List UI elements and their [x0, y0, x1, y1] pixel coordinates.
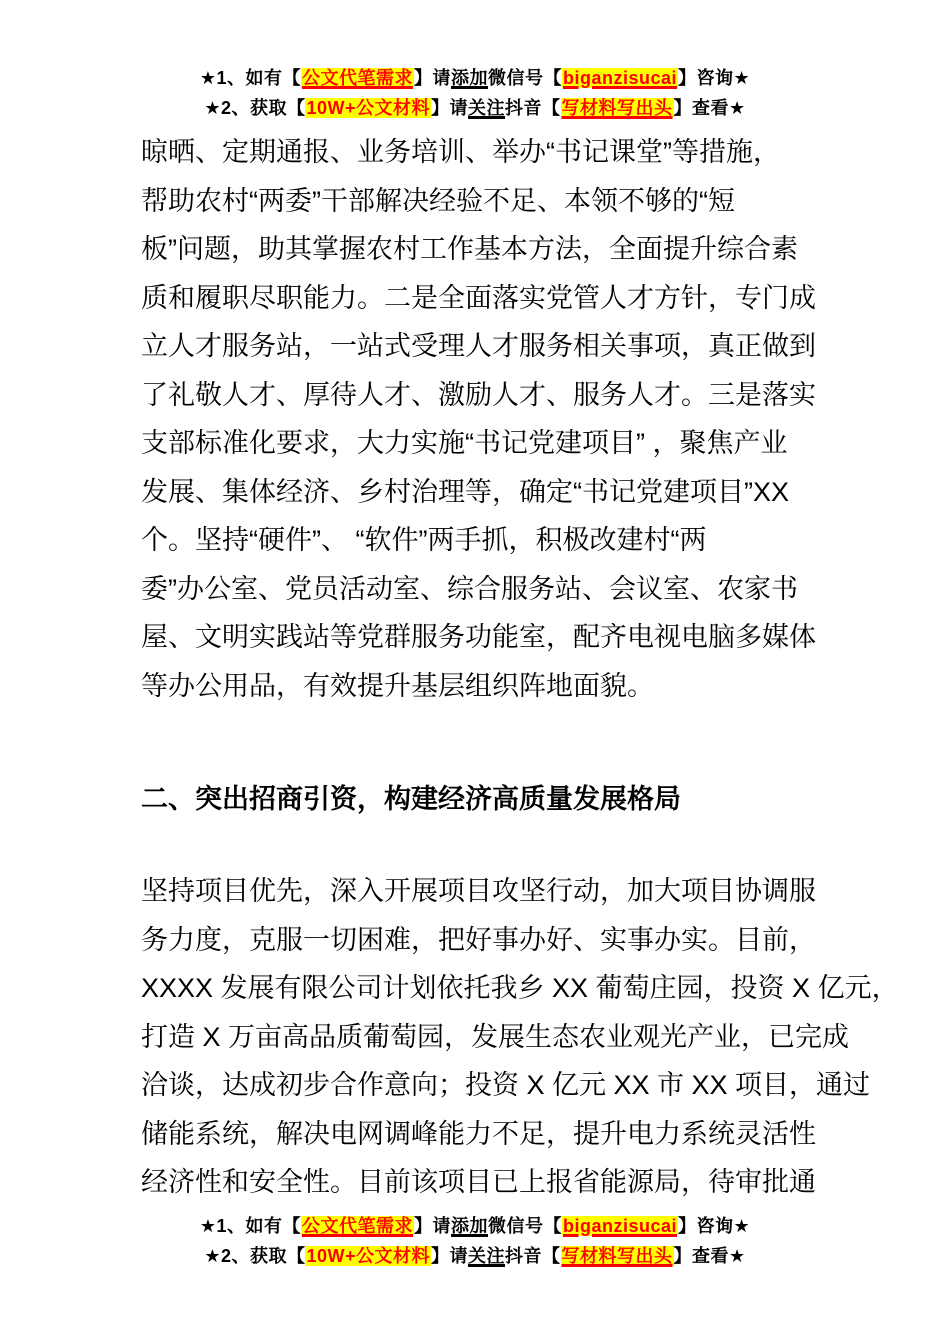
promo-underline-add: 添加: [450, 1216, 488, 1236]
promo-footer-line-2: [0, 1241, 950, 1271]
text-line: 晾晒、定期通报、业务培训、举办“书记课堂”等措施，: [141, 137, 780, 167]
star-icon: ★: [199, 68, 217, 88]
promo-prefix: 1、如有【: [216, 68, 301, 88]
promo-prefix: 1、如有【: [216, 1216, 301, 1236]
text-line: 储能系统，解决电网调峰能力不足，提升电力系统灵活性: [141, 1118, 816, 1149]
text-line: 帮助农村“两委”干部解决经验不足、本领不够的“短: [141, 185, 735, 216]
promo-header: [0, 63, 950, 123]
promo-underline-add: 添加: [450, 68, 488, 88]
promo-mid: 】请: [431, 98, 469, 118]
promo-footer-line-1: [0, 1211, 950, 1241]
star-icon: ★: [729, 98, 746, 118]
star-icon: ★: [199, 1216, 217, 1236]
body-paragraph-2: [141, 867, 899, 1207]
star-icon: ★: [733, 68, 751, 88]
promo-mid: 抖音【: [505, 1246, 561, 1266]
text-line: 打造 X 万亩高品质葡萄园，发展生态农业观光产业，已完成: [141, 1021, 850, 1052]
promo-suffix: 】咨询: [678, 1216, 734, 1236]
promo-prefix: 2、获取【: [220, 98, 306, 118]
section-heading-2: 二、突出招商引资，构建经济高质量发展格局: [141, 784, 681, 814]
text-line: 个。坚持“硬件”、 “软件”两手抓，积极改建村“两: [141, 525, 707, 555]
text-line: 经济性和安全性。目前该项目已上报省能源局，待审批通: [141, 1167, 816, 1197]
text-line: 板”问题，助其掌握农村工作基本方法，全面提升综合素: [141, 234, 798, 264]
text-line: 坚持项目优先，深入开展项目攻坚行动，加大项目协调服: [141, 876, 816, 906]
promo-mid: 】请: [431, 1246, 469, 1266]
text-line: 质和履职尽职能力。二是全面落实党管人才方针，专门成: [141, 282, 816, 313]
text-line: XXXX 发展有限公司计划依托我乡 XX 葡萄庄园，投资 X 亿元，: [141, 973, 899, 1003]
star-icon: ★: [733, 1216, 751, 1236]
promo-suffix: 】查看: [673, 98, 730, 118]
promo-mid: 抖音【: [505, 98, 561, 118]
text-line: 委”办公室、党员活动室、综合服务站、会议室、农家书: [141, 573, 798, 604]
promo-suffix: 】查看: [673, 1246, 730, 1266]
text-line: 发展、集体经济、乡村治理等，确定“书记党建项目”XX: [141, 476, 789, 507]
star-icon: ★: [204, 1246, 221, 1266]
promo-highlight-wechat-id: biganzisucai: [562, 68, 678, 88]
text-line: 屋、文明实践站等党群服务功能室，配齐电视电脑多媒体: [141, 622, 816, 652]
body-paragraph-1: [141, 128, 861, 710]
text-line: 支部标准化要求，大力实施“书记党建项目” ，聚焦产业: [141, 428, 788, 458]
star-icon: ★: [729, 1246, 746, 1266]
promo-footer: [0, 1211, 950, 1271]
promo-header-line-1: [0, 63, 950, 93]
promo-mid: 微信号【: [487, 1216, 562, 1236]
text-line: 等办公用品，有效提升基层组织阵地面貌。: [141, 670, 654, 701]
star-icon: ★: [204, 98, 221, 118]
text-line: 立人才服务站，一站式受理人才服务相关事项，真正做到: [141, 331, 816, 361]
promo-underline-follow: 关注: [468, 1246, 506, 1266]
text-line: 了礼敬人才、厚待人才、激励人才、服务人才。三是落实: [141, 379, 816, 410]
promo-prefix: 2、获取【: [220, 1246, 306, 1266]
promo-suffix: 】咨询: [678, 68, 734, 88]
text-line: 洽谈，达成初步合作意向；投资 X 亿元 XX 市 XX 项目，通过: [141, 1070, 871, 1100]
promo-highlight-materials: 10W+公文材料: [306, 98, 431, 118]
promo-header-line-2: [0, 93, 950, 123]
promo-mid: 微信号【: [487, 68, 562, 88]
promo-underline-follow: 关注: [468, 98, 506, 118]
promo-highlight-wechat-id: biganzisucai: [562, 1216, 678, 1236]
promo-highlight-douyin-id: 写材料写出头: [561, 1246, 673, 1266]
promo-highlight-materials: 10W+公文材料: [306, 1246, 431, 1266]
promo-highlight-douyin-id: 写材料写出头: [561, 98, 673, 118]
promo-highlight-service: 公文代笔需求: [301, 1216, 413, 1236]
promo-mid: 】请: [413, 68, 451, 88]
text-line: 务力度，克服一切困难，把好事办好、实事办实。目前，: [141, 924, 816, 955]
promo-mid: 】请: [413, 1216, 451, 1236]
promo-highlight-service: 公文代笔需求: [301, 68, 413, 88]
